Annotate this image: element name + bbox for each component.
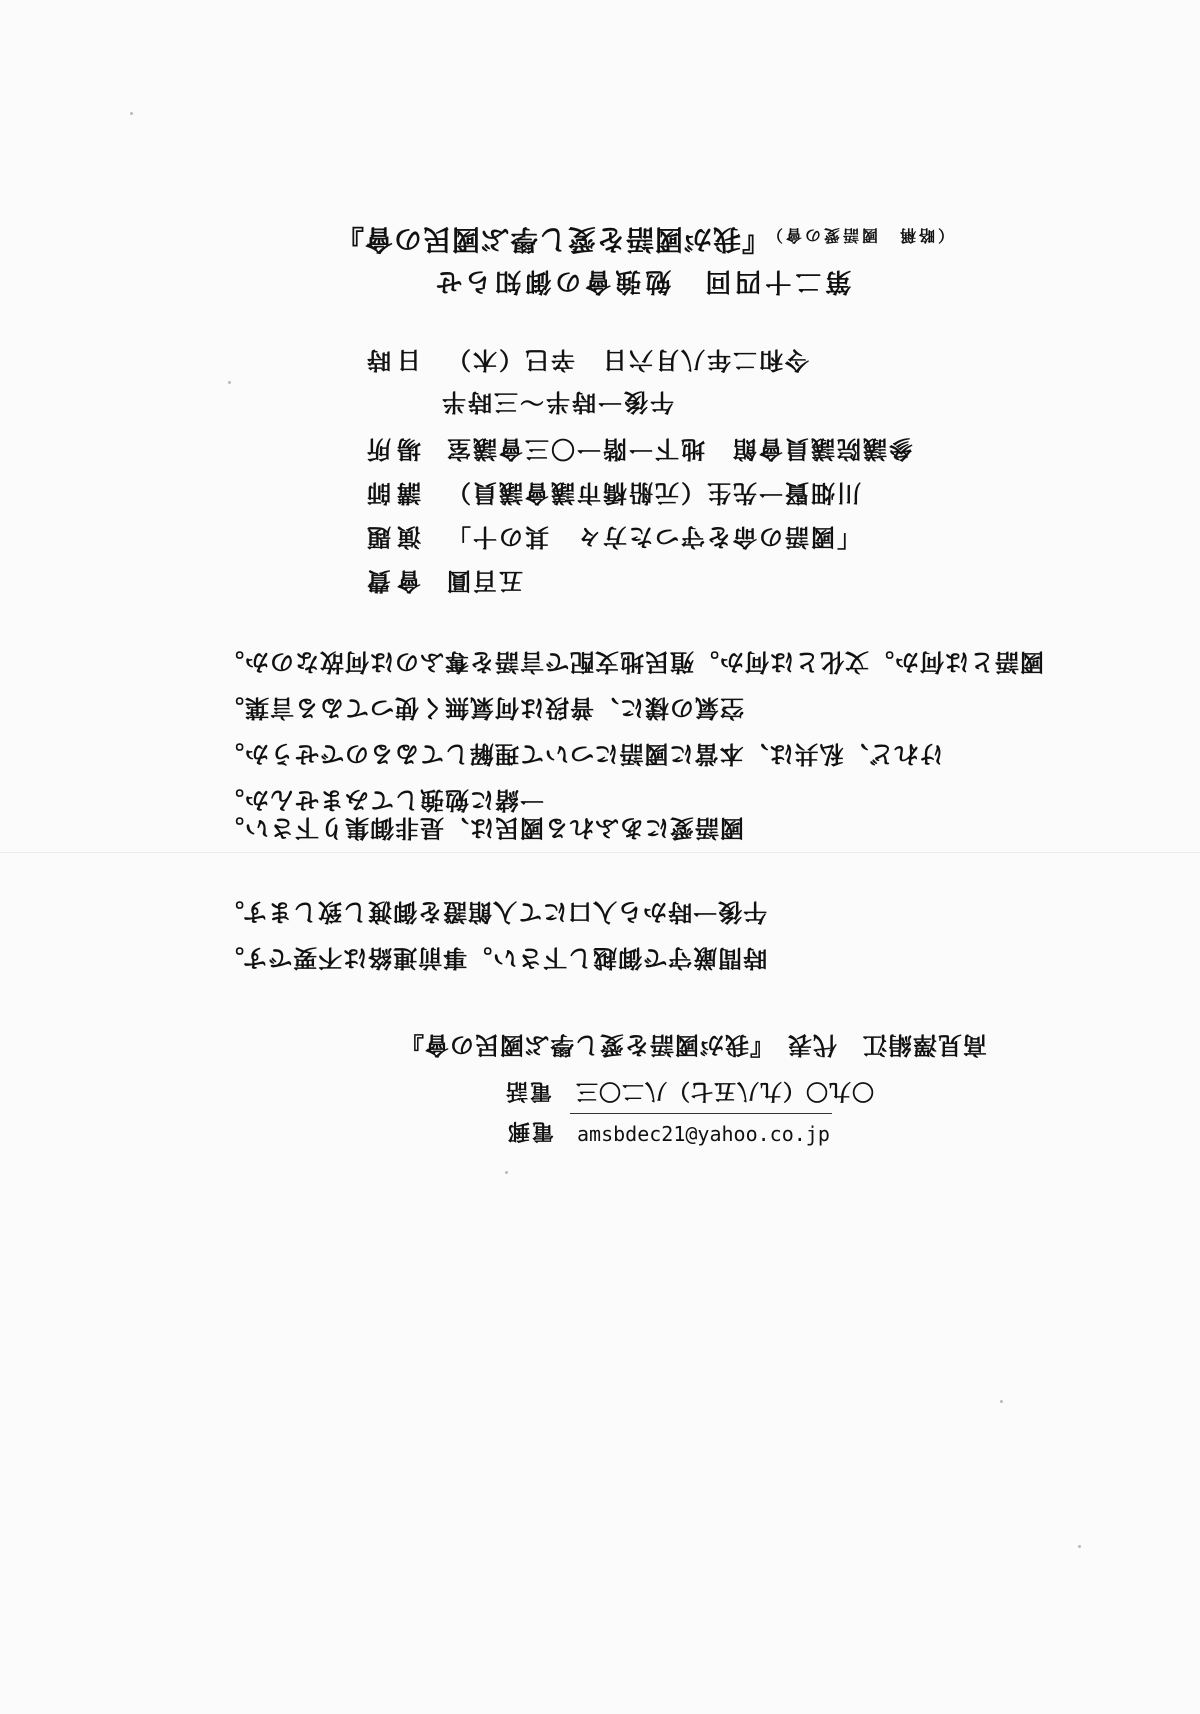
email-rule xyxy=(570,1113,832,1114)
signature-rep-name: 高見澤絹江 xyxy=(862,1031,987,1060)
title-abbreviation: （略稱 國語愛の會） xyxy=(764,226,955,245)
info-place-label: 場所 xyxy=(361,435,421,464)
info-lecturer-label: 講師 xyxy=(361,479,421,508)
info-place-value: 參議院議員會館 地下一階一〇三會議室 xyxy=(445,435,913,464)
info-fee-row xyxy=(357,566,523,601)
contact-phone-row xyxy=(500,1077,874,1108)
info-topic-value: 「國語の命を守つた方々 其の十」 xyxy=(445,523,861,552)
note-line: 時間厳守で御越し下さい。事前連絡は不要です。 xyxy=(219,944,768,973)
contact-phone-value: 〇九〇（九八五七）八二〇三 xyxy=(575,1078,875,1104)
title-main: 『我が國語を愛し學ぶ國民の會』 xyxy=(335,223,757,256)
info-topic-label: 演題 xyxy=(361,523,421,552)
body-line: 國語愛にあふれる國民は、是非御集り下さい。 xyxy=(219,814,744,843)
note-line: 午後一時から入口にて入館證を御渡し致します。 xyxy=(219,898,768,927)
scan-speck xyxy=(228,381,231,384)
signature-line xyxy=(399,1030,987,1065)
info-time-row xyxy=(440,387,674,422)
contact-email-row xyxy=(502,1117,830,1148)
scan-speck xyxy=(1078,1545,1081,1548)
info-topic-row xyxy=(357,522,861,557)
scan-speck xyxy=(505,1171,508,1174)
info-date-row xyxy=(357,345,809,380)
contact-email-label: 電郵 xyxy=(505,1118,554,1144)
scan-speck xyxy=(1000,1400,1003,1403)
body-line: 一緒に勉強してみませんか。 xyxy=(219,786,544,815)
info-fee-value: 五百圓 xyxy=(445,567,523,596)
flyer-title xyxy=(335,221,954,261)
contact-email-value: amsbdec21@yahoo.co.jp xyxy=(577,1122,830,1146)
body-line: 國語とは何か。文化とは何か。殖民地支配で言語を奪ふのは何故なのか。 xyxy=(219,648,1044,677)
info-date-value: 令和二年八月六日 辛巳（木） xyxy=(445,346,809,375)
info-lecturer-row xyxy=(357,478,861,513)
body-line: けれど、私共は、本當に國語について理解してゐるのでせうか。 xyxy=(219,740,944,769)
scan-speck xyxy=(130,112,133,115)
flyer-subtitle: 第二十四回 勉強會の御知らせ xyxy=(432,266,852,296)
signature-org: 『我が國語を愛し學ぶ國民の會』 xyxy=(399,1031,762,1060)
contact-phone-label: 電話 xyxy=(503,1078,552,1104)
info-time-value: 午後一時半〜三時半 xyxy=(440,388,674,417)
info-lecturer-value: 川畑賢一先生（元船橋市議會議員） xyxy=(445,479,861,508)
info-place-row xyxy=(357,434,913,469)
paper-fold-line xyxy=(0,852,1200,853)
body-line: 空氣の樣に、普段は何氣無く使つてゐる言葉。 xyxy=(219,694,744,723)
info-fee-label: 會費 xyxy=(361,567,421,596)
info-date-label: 日時 xyxy=(361,346,421,375)
signature-rep-label: 代表 xyxy=(787,1031,837,1060)
